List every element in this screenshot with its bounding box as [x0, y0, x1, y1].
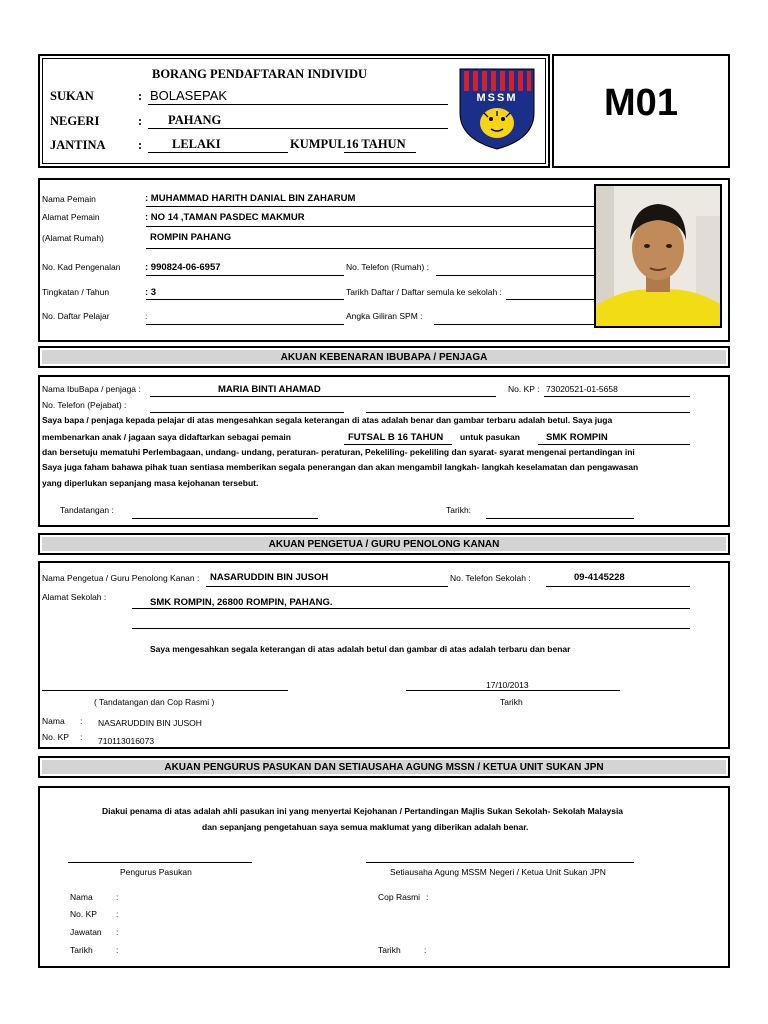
parent-text-2a: membenarkan anak / jagaan saya didaftarkan sebagai pemain — [42, 432, 291, 442]
tarikh-daftar-underline — [506, 299, 594, 300]
parent-kp-value: 73020521-01-5658 — [546, 384, 618, 394]
principal-sig-underline — [42, 690, 288, 691]
jantina-colon: : — [138, 138, 143, 152]
jpn-nama-colon: : — [116, 892, 119, 902]
pengetua-value: NASARUDDIN BIN JUSOH — [210, 572, 329, 583]
mssm-logo — [458, 67, 536, 151]
daftar-underline — [146, 324, 344, 325]
negeri-value: PAHANG — [168, 113, 222, 127]
form-title: BORANG PENDAFTARAN INDIVIDU — [152, 67, 368, 81]
pengurus-underline — [68, 862, 252, 863]
negeri-label: NEGERI — [50, 114, 100, 128]
jpn-section-heading-bar — [38, 756, 730, 778]
jpn-text-2: dan sepanjang pengetahuan saya semua maklumat yang diberikan adalah benar. — [202, 822, 529, 832]
kumpulan-label: KUMPUL — [290, 137, 346, 151]
nama-pemain-label: Nama Pemain — [42, 194, 96, 204]
parent-kp-underline — [544, 396, 690, 397]
parent-tel-underline — [150, 412, 344, 413]
parent-text-3: dan bersetuju mematuhi Perlembagaan, undang- undang, peraturan- peraturan, Pekeliling- pekeliling dan syarat- syarat mengenai pertandingan ini — [42, 447, 635, 457]
alamat-sekolah-value: SMK ROMPIN, 26800 ROMPIN, PAHANG. — [150, 597, 333, 608]
kp-label: No. Kad Pengenalan — [42, 262, 121, 272]
tandatangan-label: Tandatangan : — [60, 505, 114, 515]
alamat-underline-2 — [146, 248, 594, 249]
team-underline — [344, 444, 452, 445]
kp-value: : 990824-06-6957 — [145, 262, 221, 273]
jpn-jawatan-label: Jawatan — [70, 927, 102, 937]
kp-underline — [146, 275, 344, 276]
principal-statement: Saya mengesahkan segala keterangan di atas adalah betul dan gambar di atas adalah terbaru dan benar — [150, 644, 571, 654]
sukan-label: SUKAN — [50, 89, 94, 103]
principal-kp-colon: : — [80, 732, 83, 742]
setiausaha-underline — [366, 862, 634, 863]
setiausaha-label: Setiausaha Agung MSSM Negeri / Ketua Unit Sukan JPN — [390, 867, 606, 877]
tel-sekolah-label: No. Telefon Sekolah : — [450, 573, 531, 583]
cop-rasmi-colon: : — [426, 892, 429, 902]
mssm-shield-icon — [458, 67, 536, 151]
form-code: M01 — [604, 82, 678, 124]
logo-text: MSSM — [476, 92, 518, 104]
kumpulan-value: 16 TAHUN — [346, 137, 406, 151]
tel-sekolah-value: 09-4145228 — [574, 572, 625, 583]
principal-date: 17/10/2013 — [486, 680, 529, 690]
giliran-label: Angka Giliran SPM : — [346, 311, 423, 321]
tel-rumah-label: No. Telefon (Rumah) : — [346, 262, 429, 272]
parent-section-heading: AKUAN KEBENARAN IBUBAPA / PENJAGA — [42, 350, 726, 364]
tingkatan-value: : 3 — [145, 287, 157, 298]
pengetua-label: Nama Pengetua / Guru Penolong Kanan : — [42, 573, 200, 583]
parent-section-heading-bar — [38, 346, 730, 368]
parent-kp-label: No. KP : — [508, 384, 540, 394]
kumpulan-underline — [344, 152, 416, 153]
jantina-value: LELAKI — [172, 137, 221, 151]
tarikh-daftar-label: Tarikh Daftar / Daftar semula ke sekolah : — [346, 287, 502, 297]
tel-sekolah-underline — [546, 586, 690, 587]
jpn-tarikh-colon-right: : — [424, 945, 427, 955]
alamat-value-1: : NO 14 ,TAMAN PASDEC MAKMUR — [145, 212, 305, 223]
pengurus-label: Pengurus Pasukan — [120, 867, 192, 877]
ibubapa-value: MARIA BINTI AHAMAD — [218, 384, 321, 395]
cop-rasmi-label: Cop Rasmi — [378, 892, 421, 902]
principal-nama-colon: : — [80, 716, 83, 726]
player-photo-image — [596, 186, 720, 326]
nama-underline — [146, 206, 594, 207]
parent-tarikh-label: Tarikh: — [446, 505, 472, 515]
jpn-nama-label: Nama — [70, 892, 93, 902]
alamat-sekolah-label: Alamat Sekolah : — [42, 592, 107, 602]
principal-kp-label: No. KP — [42, 732, 69, 742]
jpn-jawatan-colon: : — [116, 927, 119, 937]
jpn-kp-colon: : — [116, 909, 119, 919]
parent-tel-label: No. Telefon (Pejabat) : — [42, 400, 127, 410]
alamat-label: Alamat Pemain — [42, 212, 100, 222]
principal-section-heading-bar — [38, 533, 730, 555]
parent-text-4: Saya juga faham bahawa pihak tuan sentiasa memberikan segala penerangan dan akan mengambil langkah- langkah keselamatan dan pengawasan — [42, 462, 639, 472]
player-photo — [594, 184, 722, 328]
parent-text-5: yang diperlukan sepanjang masa kejohanan tersebut. — [42, 478, 259, 488]
principal-section-heading: AKUAN PENGETUA / GURU PENOLONG KANAN — [42, 537, 726, 551]
jpn-text-1: Diakui penama di atas adalah ahli pasukan ini yang menyertai Kejohanan / Pertandingan Majlis Sukan Sekolah- Sekolah Malaysia — [102, 806, 624, 816]
sukan-underline — [148, 104, 448, 105]
school-underline — [538, 444, 690, 445]
principal-date-underline — [406, 690, 620, 691]
pengetua-underline — [206, 586, 448, 587]
ibubapa-underline — [150, 396, 496, 397]
jpn-tarikh-label-right: Tarikh — [378, 945, 401, 955]
tingkatan-label: Tingkatan / Tahun — [42, 287, 110, 297]
tandatangan-underline — [132, 518, 318, 519]
principal-kp-value: 710113016073 — [98, 736, 155, 746]
principal-nama-value: NASARUDDIN BIN JUSOH — [98, 718, 202, 728]
alamat-value-2: ROMPIN PAHANG — [150, 232, 232, 243]
parent-text-2b: untuk pasukan — [460, 432, 520, 442]
alamat-underline-1 — [146, 226, 594, 227]
principal-tarikh-label: Tarikh — [500, 697, 523, 707]
jpn-section-heading: AKUAN PENGURUS PASUKAN DAN SETIAUSAHA AGUNG MSSN / KETUA UNIT SUKAN JPN — [42, 760, 726, 774]
giliran-underline — [434, 324, 594, 325]
daftar-label: No. Daftar Pelajar — [42, 311, 110, 321]
principal-nama-label: Nama — [42, 716, 65, 726]
parent-text-1: Saya bapa / penjaga kepada pelajar di atas mengesahkan segala keterangan di atas adalah benar dan gambar terbaru adalah betul. Saya juga — [42, 415, 613, 425]
tel-rumah-underline — [436, 275, 594, 276]
alamat-sekolah-underline-2 — [132, 628, 690, 629]
nama-pemain-value: : MUHAMMAD HARITH DANIAL BIN ZAHARUM — [145, 193, 356, 204]
tingkatan-underline — [146, 299, 344, 300]
principal-sig-label: ( Tandatangan dan Cop Rasmi ) — [94, 697, 215, 707]
alamat-rumah-label: (Alamat Rumah) — [42, 233, 104, 243]
sukan-value: BOLASEPAK — [150, 88, 228, 103]
parent-team: FUTSAL B 16 TAHUN — [348, 432, 444, 443]
sukan-colon: : — [138, 89, 143, 103]
parent-tarikh-underline — [486, 518, 634, 519]
negeri-underline — [148, 128, 448, 129]
jantina-underline — [148, 152, 288, 153]
jpn-tarikh-colon: : — [116, 945, 119, 955]
parent-tel-underline-2 — [366, 412, 690, 413]
ibubapa-label: Nama IbuBapa / penjaga : — [42, 384, 141, 394]
jpn-tarikh-label: Tarikh — [70, 945, 93, 955]
jantina-label: JANTINA — [50, 138, 106, 152]
alamat-sekolah-underline — [132, 608, 690, 609]
negeri-colon: : — [138, 114, 143, 128]
parent-school: SMK ROMPIN — [546, 432, 608, 443]
daftar-value: : — [145, 311, 148, 321]
jpn-kp-label: No. KP — [70, 909, 97, 919]
